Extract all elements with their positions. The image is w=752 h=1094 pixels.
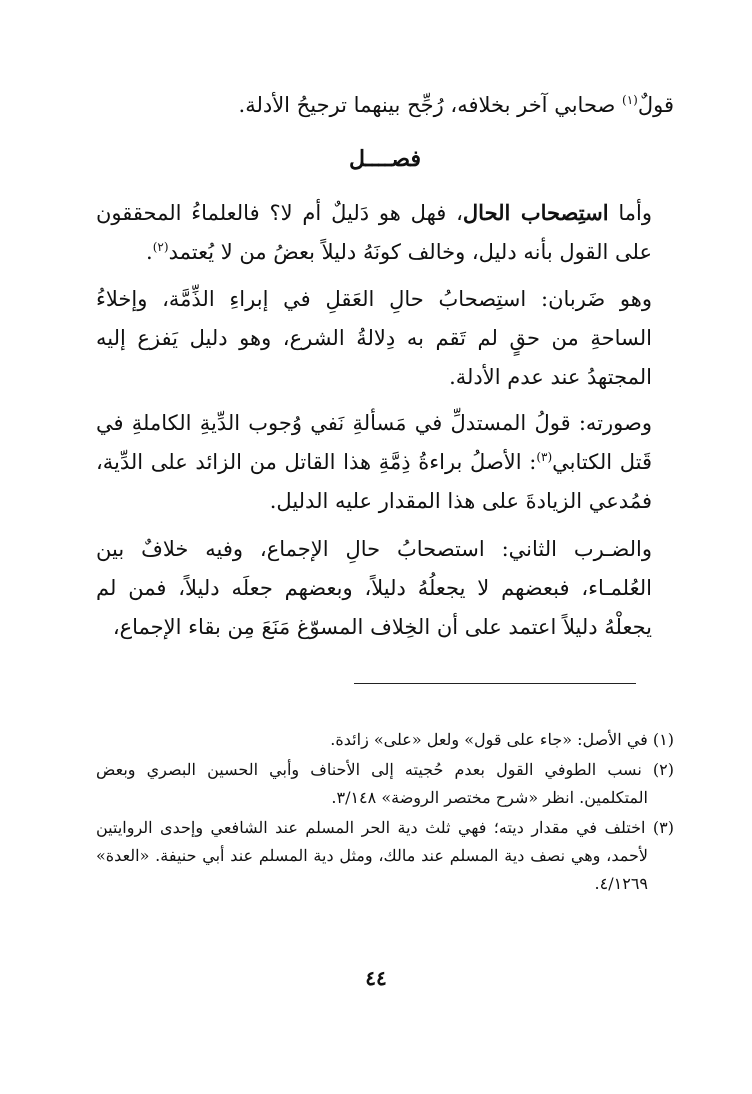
intro-line-end: صحابي آخر بخلافه، رُجِّح بينهما ترجيحُ الأدلة.: [238, 93, 623, 117]
footnote-marker-1[interactable]: (١): [622, 93, 638, 107]
paragraph-text: وصورته: قولُ المستدلِّ في مَسألةِ نَفي وُجوب الدِّيةِ الكاملةِ في قَتل الكتابي: [96, 411, 653, 474]
paragraph-two-types: [96, 280, 674, 397]
paragraph-text: وهو ضَربان: استِصحابُ حالِ العَقلِ في إبراءِ الذِّمَّة، وإخلاءُ الساحةِ من حقٍ لم تَقم به دِلالةُ الشرع، وهو دليل يَفزع إليه المجتهدُ عند عدم الأدلة.: [96, 287, 652, 389]
footnote-marker-3[interactable]: (٣): [536, 450, 553, 464]
footnote-2: (٢) نسب الطوفي القول بعدم حُجيته إلى الأحناف وأبي الحسين البصري وبعض المتكلمين. انظر «شرح مختصر الروضة» ٣/١٤٨.: [96, 760, 674, 807]
footnote-separator: [354, 683, 636, 684]
page-number: ٤٤: [365, 966, 387, 990]
paragraph-example: [96, 404, 674, 521]
footnote-marker-2[interactable]: (٢): [152, 240, 169, 254]
paragraph-text-continued: : الأصلُ براءةُ ذِمَّةِ هذا القاتل من الزائد على الدِّية، فمُدعي الزيادةَ على هذا المقدار عليه الدليل.: [96, 450, 652, 513]
paragraph-tail: .: [146, 240, 153, 264]
intro-line-start: قولٌ: [637, 93, 674, 117]
footnote-1: (١) في الأصل: «جاء على قول» ولعل «على» زائدة.: [330, 730, 674, 749]
paragraph-lead: وأما: [608, 201, 652, 225]
intro-paragraph: [96, 86, 674, 125]
paragraph-istishab: [96, 193, 674, 272]
paragraph-text: والضـرب الثاني: استصحابُ حالِ الإجماع، وفيه خلافٌ بين العُلمـاء، فبعضهم لا يجعلُهُ دليلاً، وبعضهم جعلَه دليلاً، فمن لم يجعلْهُ دليلاً اعتمد على أن الخِلاف المسوّغ مَنَعَ مِن بقاء الإجماع،: [96, 537, 652, 639]
paragraph-text: ، فهل هو دَليلٌ أم لا؟ فالعلماءُ المحققون على القول بأنه دليل، وخالف كونَهُ دليلاً بعضُ من لا يُعتمد: [96, 201, 652, 264]
footnotes-section: [96, 726, 674, 900]
section-heading: فصــــل: [348, 146, 422, 172]
footnote-3: (٣) اختلف في مقدار ديته؛ فهي ثلث دية الحر المسلم عند الشافعي وإحدى الروايتين لأحمد، وهي نصف دية المسلم عند مالك، ومثل دية المسلم عند أبي حنيفة. «العدة» ٤/١٢٦٩.: [96, 818, 674, 893]
key-term: استِصحاب الحال: [462, 200, 609, 225]
paragraph-second-type: [96, 530, 674, 647]
